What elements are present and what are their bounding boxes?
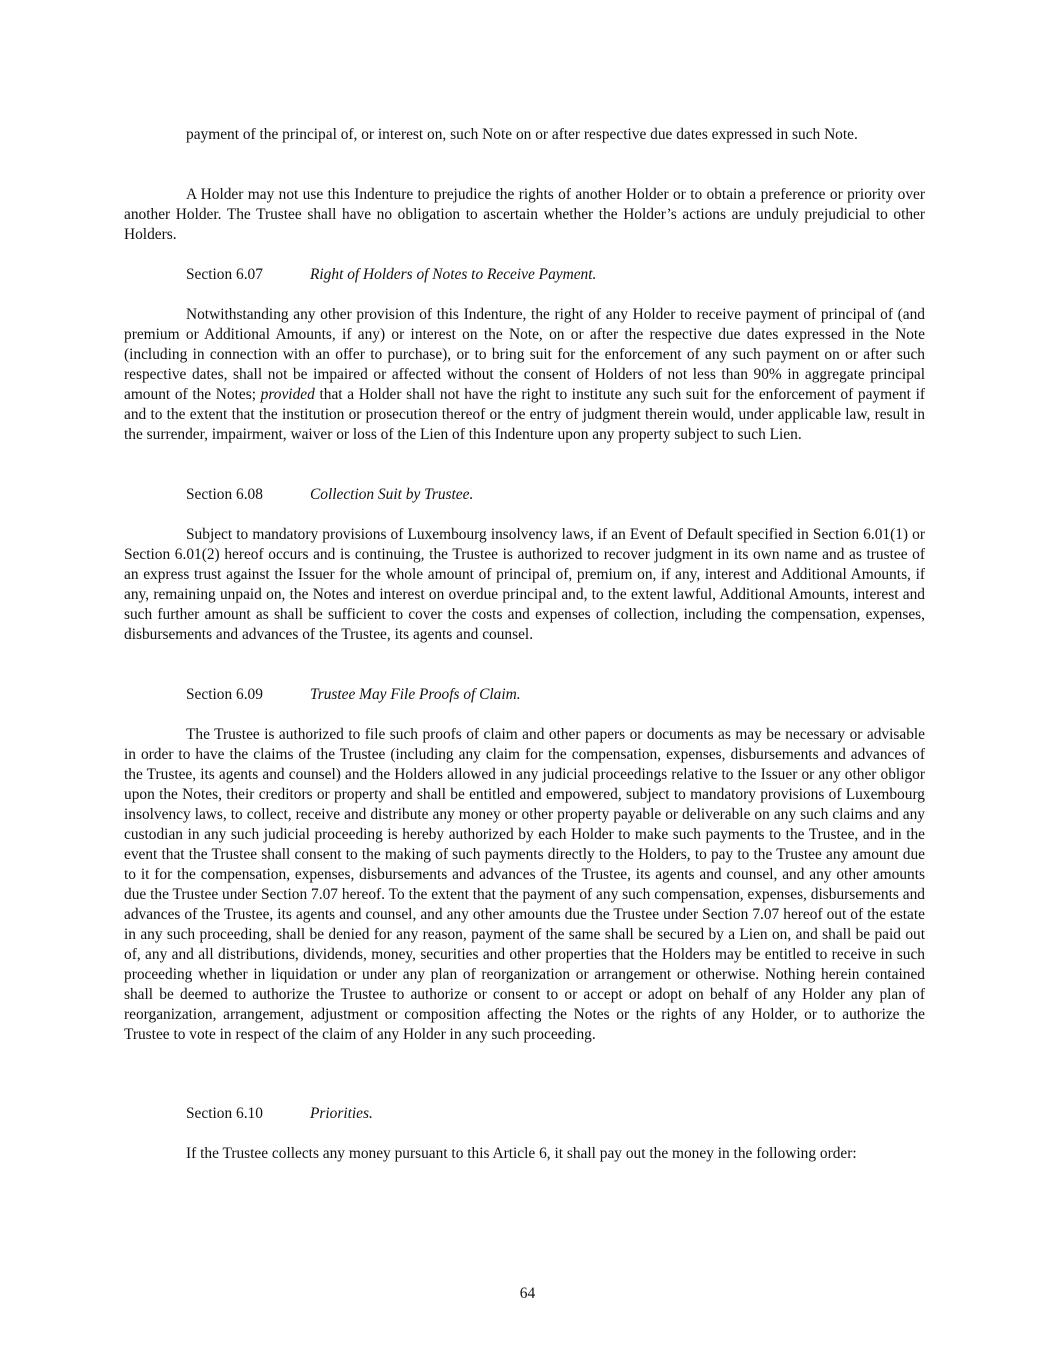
section-6-08-body: Subject to mandatory provisions of Luxembourg insolvency laws, if an Event of Default specified in Section 6.01(1) or Section 6.01(2) hereof occurs and is continuing, the Trustee is authorized to recover judgment in its own name and as trustee of an express trust against the Issuer for the whole amount of principal of, premium on, if any, interest and Additional Amounts, if any, remaining unpaid on, the Notes and interest on overdue principal and, to the extent lawful, Additional Amounts, interest and such further amount as shall be sufficient to cover the costs and expenses of collection, including the compensation, expenses, disbursements and advances of the Trustee, its agents and counsel. xyxy=(124,526,925,643)
continuation-paragraph: payment of the principal of, or interest on, such Note on or after respective due dates expressed in such Note. xyxy=(186,126,858,143)
section-6-07-body xyxy=(124,305,925,445)
body-text: Notwithstanding any other provision of this Indenture, the right of any Holder to receive payment of principal of (and premium or Additional Amounts, if any) or interest on the Note, on or after the respective due dates expressed in the Note (including in connection with an offer to purchase), or to bring suit for the enforcement of any such payment on or after such respective dates, shall not be impaired or affected without the consent of Holders of not less than 90% in aggregate principal amount of the Notes; xyxy=(124,306,925,403)
section-heading-6-07 xyxy=(186,265,596,285)
section-6-10-body: If the Trustee collects any money pursuant to this Article 6, it shall pay out the money in the following order: xyxy=(186,1145,857,1162)
section-heading-6-10 xyxy=(186,1104,373,1124)
section-number: Section 6.08 xyxy=(186,486,263,503)
section-title: Priorities. xyxy=(310,1105,373,1122)
section-heading-6-08 xyxy=(186,485,473,505)
page-number: 64 xyxy=(519,1285,536,1302)
section-number: Section 6.10 xyxy=(186,1105,263,1122)
holder-paragraph: A Holder may not use this Indenture to prejudice the rights of another Holder or to obtain a preference or priority over another Holder. The Trustee shall have no obligation to ascertain whether the Holder’s actions are unduly prejudicial to other Holders. xyxy=(124,186,925,243)
provided-emphasis: provided xyxy=(260,386,315,403)
section-number: Section 6.07 xyxy=(186,266,263,283)
section-title: Right of Holders of Notes to Receive Payment. xyxy=(310,266,597,283)
section-heading-6-09 xyxy=(186,685,521,705)
section-title: Trustee May File Proofs of Claim. xyxy=(310,686,521,703)
body-text-continued: that a Holder shall not have the right to institute any such suit for the enforcement of payment if and to the extent that the institution or prosecution thereof or the entry of judgment therein would, under applicable law, result in the surrender, impairment, waiver or loss of the Lien of this Indenture upon any property subject to such Lien. xyxy=(124,386,925,443)
section-title: Collection Suit by Trustee. xyxy=(310,486,474,503)
section-6-09-body: The Trustee is authorized to file such proofs of claim and other papers or documents as may be necessary or advisable in order to have the claims of the Trustee (including any claim for the compensation, expenses, disbursements and advances of the Trustee, its agents and counsel) and the Holders allowed in any judicial proceedings relative to the Issuer or any other obligor upon the Notes, their creditors or property and shall be entitled and empowered, subject to mandatory provisions of Luxembourg insolvency laws, to collect, receive and distribute any money or other property payable or deliverable on any such claims and any custodian in any such judicial proceeding is hereby authorized by each Holder to make such payments to the Trustee, and in the event that the Trustee shall consent to the making of such payments directly to the Holders, to pay to the Trustee any amount due to it for the compensation, expenses, disbursements and advances of the Trustee, its agents and counsel, and any other amounts due the Trustee under Section 7.07 hereof. To the extent that the payment of any such compensation, expenses, disbursements and advances of the Trustee, its agents and counsel, and any other amounts due the Trustee under Section 7.07 hereof out of the estate in any such proceeding, shall be denied for any reason, payment of the same shall be secured by a Lien on, and shall be paid out of, any and all distributions, dividends, money, securities and other properties that the Holders may be entitled to receive in such proceeding whether in liquidation or under any plan of reorganization or arrangement or otherwise. Nothing herein contained shall be deemed to authorize the Trustee to authorize or consent to or accept or adopt on behalf of any Holder any plan of reorganization, arrangement, adjustment or composition affecting the Notes or the rights of any Holder, or to authorize the Trustee to vote in respect of the claim of any Holder in any such proceeding. xyxy=(124,726,925,1043)
section-number: Section 6.09 xyxy=(186,686,263,703)
